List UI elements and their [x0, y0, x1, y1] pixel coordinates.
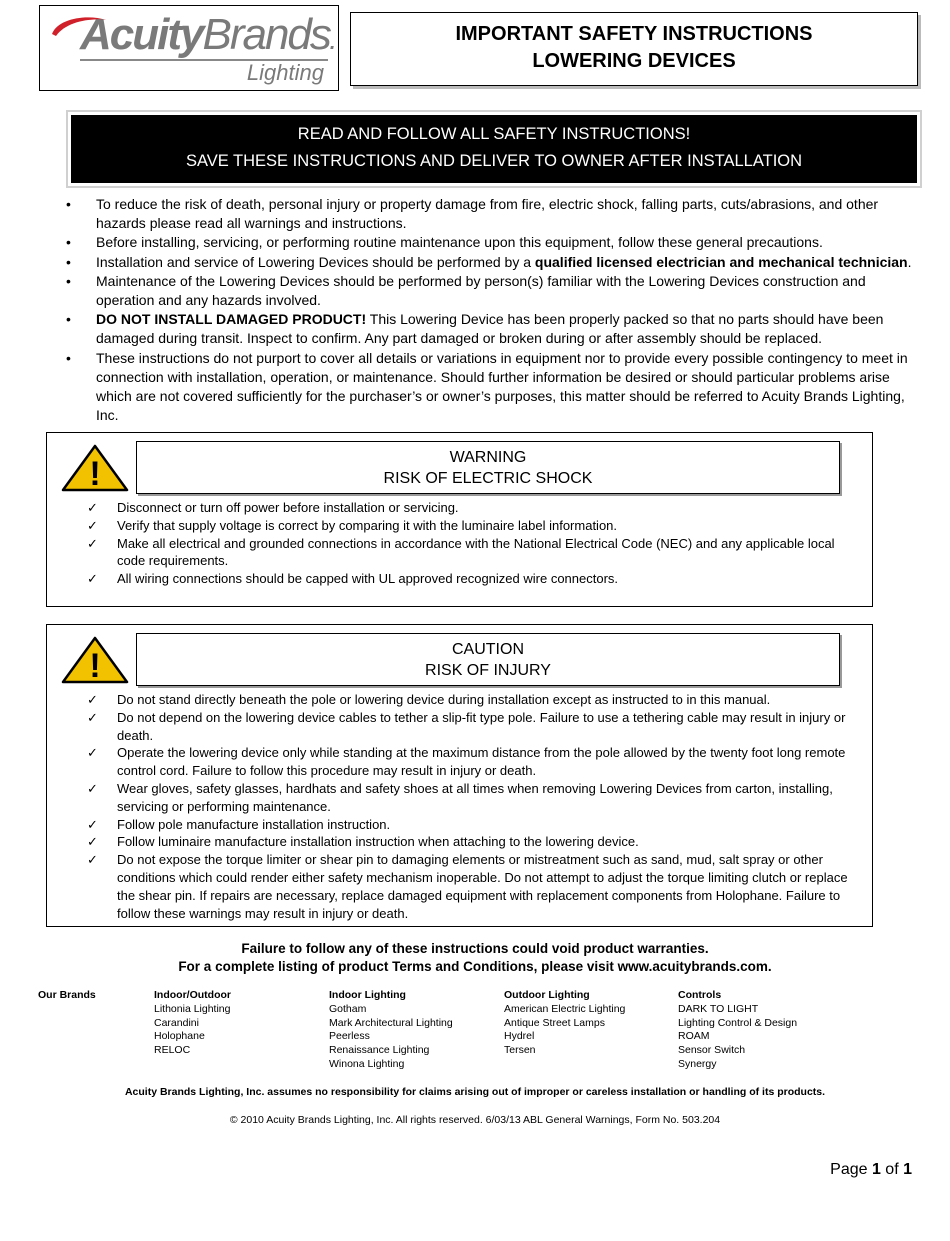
warning-panel — [46, 432, 873, 607]
copyright-line: © 2010 Acuity Brands Lighting, Inc. All rights reserved. 6/03/13 ABL General Warnings, Form No. 503.204 — [229, 1114, 721, 1126]
warranty-notice — [0, 940, 950, 976]
checkmark-icon: ✓ — [87, 571, 98, 587]
brand-column-heading: Controls — [678, 989, 722, 1001]
brand-column-indoor-outdoor — [154, 989, 231, 1058]
warranty-line-2: For a complete listing of product Terms and Conditions, please visit www.acuitybrands.com. — [178, 959, 772, 974]
intro-bullet-item: • To reduce the risk of death, personal injury or property damage from fire, electric shock, falling parts, cuts/abrasions, and other hazards please read all warnings and instructions. — [66, 196, 879, 232]
bullet-icon: • — [66, 234, 71, 251]
brand-column-heading: Outdoor Lighting — [504, 989, 590, 1001]
liability-disclaimer: Acuity Brands Lighting, Inc. assumes no responsibility for claims arising out of improper or careless installation or handling of its products. — [124, 1086, 826, 1098]
warning-title: WARNING — [449, 449, 527, 466]
checkmark-icon: ✓ — [87, 852, 98, 868]
bullet-icon: • — [66, 196, 71, 212]
bullet-icon: • — [66, 311, 71, 328]
intro-bullet-item: • Before installing, servicing, or performing routine maintenance upon this equipment, follow these general precautions. — [62, 233, 917, 252]
banner-line-1: READ AND FOLLOW ALL SAFETY INSTRUCTIONS! — [297, 125, 691, 143]
bullet-icon: • — [66, 272, 71, 289]
checkmark-icon: ✓ — [87, 692, 98, 707]
brand-name: Hydrel — [504, 1030, 535, 1043]
caution-check-item: ✓ Follow luminaire manufacture installation instruction when attaching to the lowering device. — [87, 834, 639, 850]
acuity-brands-logo — [39, 5, 339, 91]
checkmark-icon: ✓ — [87, 500, 98, 515]
logo-subtitle: Lighting — [246, 60, 324, 85]
checkmark-icon: ✓ — [87, 535, 98, 551]
brand-name: Antique Street Lamps — [504, 1016, 605, 1029]
brand-name: Holophane — [154, 1030, 205, 1043]
checkmark-icon: ✓ — [87, 517, 98, 533]
warning-check-item: ✓ All wiring connections should be capped with UL approved recognized wire connectors. — [87, 571, 619, 587]
checkmark-icon: ✓ — [87, 834, 98, 850]
intro-bullet-item: • Installation and service of Lowering Devices should be performed by a qualified licensed electrician and mechanical technician. — [62, 253, 917, 272]
caution-check-item: ✓ Wear gloves, safety glasses, hardhats and safety shoes at all times when removing Lowering Devices from carton, installing, servicing or performing maintenance. — [87, 780, 833, 814]
caution-title: CAUTION — [452, 641, 524, 658]
checkmark-icon: ✓ — [87, 780, 98, 796]
brand-name: Sensor Switch — [678, 1044, 746, 1057]
logo-wordmark: AcuityBrands. — [80, 10, 334, 59]
warning-check-item: ✓ Disconnect or turn off power before installation or servicing. — [87, 500, 459, 515]
brand-name: RELOC — [154, 1044, 191, 1057]
intro-bullet-list — [62, 195, 917, 425]
intro-bullet-item: • DO NOT INSTALL DAMAGED PRODUCT! This Lowering Device has been properly packed so that no parts should have been damaged during transit. Inspect to confirm. Any part damaged or broken during or after assembly should be replaced. — [66, 311, 884, 347]
brand-name: Synergy — [678, 1057, 717, 1070]
brand-column-controls — [678, 989, 797, 1072]
brand-name: Winona Lighting — [329, 1057, 405, 1070]
checkmark-icon: ✓ — [87, 816, 98, 832]
title-line-2: LOWERING DEVICES — [532, 50, 736, 72]
warning-check-item: ✓ Make all electrical and grounded connections in accordance with the National Electrical Code (NEC) and any applicable local code requirements. — [87, 535, 835, 569]
brand-column-heading: Indoor Lighting — [329, 989, 406, 1001]
caution-heading-box — [136, 633, 840, 686]
caution-check-item: ✓ Do not expose the torque limiter or shear pin to damaging elements or mistreatment such as sand, mud, salt spray or other conditions which could render either safety mechanism inoperable. Do not attempt to adjust the torque limiting clutch or replace the shear pin. If repairs are necessary, replace damaged equipment with replacement components from Holophane. Failure to follow these warnings may result in injury or death. — [87, 852, 848, 921]
banner-line-2: SAVE THESE INSTRUCTIONS AND DELIVER TO OWNER AFTER INSTALLATION — [185, 152, 803, 170]
brand-name: DARK TO LIGHT — [678, 1002, 759, 1015]
bullet-icon: • — [66, 253, 71, 270]
brand-column-indoor — [329, 989, 453, 1072]
intro-bullet-item: • These instructions do not purport to cover all details or variations in equipment nor to provide every possible contingency to meet in connection with installation, operation, or maintenance. Should further information be desired or should particular problems arise which are not covered sufficiently for the purchaser’s or owner’s purposes, this matter should be referred to Acuity Brands Lighting, Inc. — [66, 349, 908, 424]
brand-name: ROAM — [678, 1030, 710, 1043]
caution-check-item: ✓ Follow pole manufacture installation instruction. — [87, 816, 391, 832]
brand-column-outdoor — [504, 989, 625, 1058]
brand-name: Lighting Control & Design — [678, 1016, 798, 1029]
warning-checklist — [85, 499, 858, 588]
caution-check-item: ✓ Do not stand directly beneath the pole or lowering device during installation except as instructed to in this manual. — [87, 692, 771, 707]
brand-name: Renaissance Lighting — [329, 1044, 430, 1057]
brand-name: Carandini — [154, 1016, 199, 1029]
checkmark-icon: ✓ — [87, 745, 98, 761]
warning-check-item: ✓ Verify that supply voltage is correct by comparing it with the luminaire label information. — [87, 517, 618, 533]
brand-name: American Electric Lighting — [504, 1002, 626, 1015]
brand-name: Lithonia Lighting — [154, 1002, 231, 1015]
bullet-icon: • — [66, 349, 71, 366]
warning-subtitle: RISK OF ELECTRIC SHOCK — [383, 470, 593, 487]
caution-panel — [46, 624, 873, 927]
checkmark-icon: ✓ — [87, 709, 98, 725]
caution-check-item: ✓ Operate the lowering device only while standing at the maximum distance from the pole allowed by the twenty foot long remote control cord. Failure to follow this procedure may result in injury or death. — [87, 745, 846, 779]
brand-name: Peerless — [329, 1030, 370, 1043]
our-brands-label: Our Brands — [38, 989, 96, 1001]
title-line-1: IMPORTANT SAFETY INSTRUCTIONS — [455, 23, 813, 45]
caution-checklist — [85, 691, 858, 922]
brand-name: Gotham — [329, 1002, 367, 1015]
warning-heading-box — [136, 441, 840, 494]
intro-bullet-item: • Maintenance of the Lowering Devices should be performed by person(s) familiar with the Lowering Devices construction and operation and any hazards involved. — [66, 272, 866, 309]
brand-name: Mark Architectural Lighting — [329, 1016, 453, 1029]
page-number: Page 1 of 1 — [830, 1161, 912, 1178]
safety-banner — [66, 110, 922, 188]
caution-subtitle: RISK OF INJURY — [425, 662, 551, 679]
warranty-line-1: Failure to follow any of these instructions could void product warranties. — [241, 941, 709, 956]
svg-text:!: ! — [89, 455, 101, 493]
document-title — [350, 12, 918, 86]
brand-name: Tersen — [504, 1044, 536, 1057]
brand-column-heading: Indoor/Outdoor — [154, 989, 231, 1001]
caution-check-item: ✓ Do not depend on the lowering device cables to tether a slip-fit type pole. Failure to use a tethering cable may result in injury or death. — [87, 709, 846, 743]
caution-hazard-icon — [60, 635, 130, 685]
warning-hazard-icon — [60, 443, 130, 493]
svg-text:!: ! — [89, 647, 101, 685]
